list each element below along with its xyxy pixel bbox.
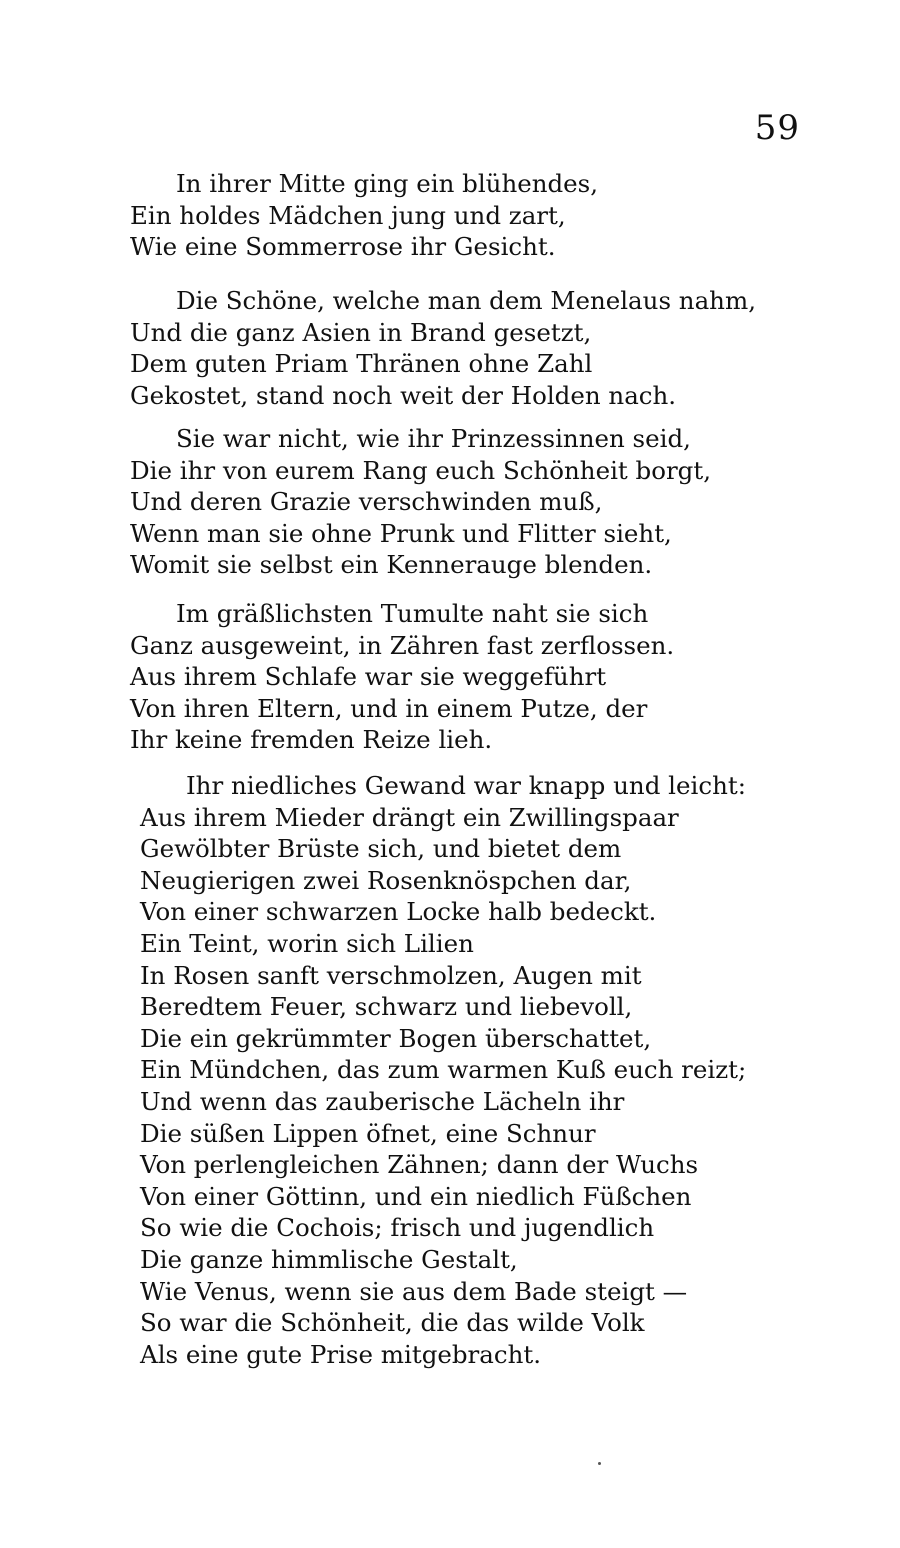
poem-line: Neugierigen zwei Rosenknöspchen dar, [140, 865, 632, 895]
poem-line: Aus ihrem Mieder drängt ein Zwillingspaar [140, 802, 679, 832]
poem-line: Als eine gute Prise mitgebracht. [140, 1339, 542, 1369]
poem-line: Beredtem Feuer, schwarz und liebevoll, [140, 992, 633, 1022]
poem-line: Und die ganz Asien in Brand gesetzt, [130, 317, 592, 347]
poem-line: Und deren Grazie verschwinden muß, [130, 487, 603, 516]
poem-line: Gekostet, stand noch weit der Holden nach. [130, 380, 677, 410]
poem-line: Die ganze himmlische Gestalt, [140, 1244, 518, 1274]
poem-line: Im gräßlichsten Tumulte naht sie sich [176, 599, 649, 628]
poem-line: Ihr niedliches Gewand war knapp und leicht: [186, 771, 746, 800]
poem-line: Dem guten Priam Thränen ohne Zahl [130, 349, 593, 378]
poem-line: Die Schöne, welche man dem Menelaus nahm, [176, 286, 756, 315]
poem-line: Wenn man sie ohne Prunk und Flitter sieht, [130, 518, 672, 548]
page-number: 59 [754, 108, 800, 148]
poem-line: Aus ihrem Schlafe war sie weggeführt [130, 662, 607, 691]
poem-line: Und wenn das zauberische Lächeln ihr [140, 1086, 625, 1116]
stanza-4 [130, 598, 770, 756]
poem-line: Die süßen Lippen öfnet, eine Schnur [140, 1118, 596, 1148]
poem-line: Von einer Göttinn, und ein niedlich Füßchen [140, 1181, 692, 1211]
ink-speck [598, 1462, 601, 1465]
poem-line: Die ein gekrümmter Bogen überschattet, [140, 1023, 652, 1053]
poem-line: Ganz ausgeweint, in Zähren fast zerflossen. [130, 630, 675, 660]
poem-line: So wie die Cochois; frisch und jugendlich [140, 1213, 655, 1243]
poem-line: Wie eine Sommerrose ihr Gesicht. [130, 232, 556, 261]
stanza-3 [130, 423, 770, 581]
poem-line: In ihrer Mitte ging ein blühendes, [176, 169, 599, 198]
poem-line: Wie Venus, wenn sie aus dem Bade steigt — [140, 1276, 688, 1306]
stanza-1 [130, 168, 770, 263]
poem-line: Ein Teint, worin sich Lilien [140, 928, 474, 958]
poem-line: Ein holdes Mädchen jung und zart, [130, 200, 566, 230]
stanza-5 [140, 770, 780, 1370]
poem-line: Von ihren Eltern, und in einem Putze, der [130, 693, 648, 723]
poem-line: Die ihr von eurem Rang euch Schönheit borgt, [130, 455, 712, 485]
poem-line: Womit sie selbst ein Kennerauge blenden. [130, 550, 653, 579]
poem-line: Ihr keine fremden Reize lieh. [130, 725, 493, 754]
poem-line: Sie war nicht, wie ihr Prinzessinnen seid, [176, 424, 691, 453]
poem-line: Von perlengleichen Zähnen; dann der Wuchs [140, 1150, 699, 1180]
stanza-2 [130, 285, 770, 411]
poem-line: In Rosen sanft verschmolzen, Augen mit [140, 960, 642, 990]
poem-line: Ein Mündchen, das zum warmen Kuß euch reizt; [140, 1055, 747, 1085]
poem-line: Von einer schwarzen Locke halb bedeckt. [140, 897, 657, 927]
poem-line: So war die Schönheit, die das wilde Volk [140, 1308, 645, 1338]
poem-line: Gewölbter Brüste sich, und bietet dem [140, 834, 622, 864]
